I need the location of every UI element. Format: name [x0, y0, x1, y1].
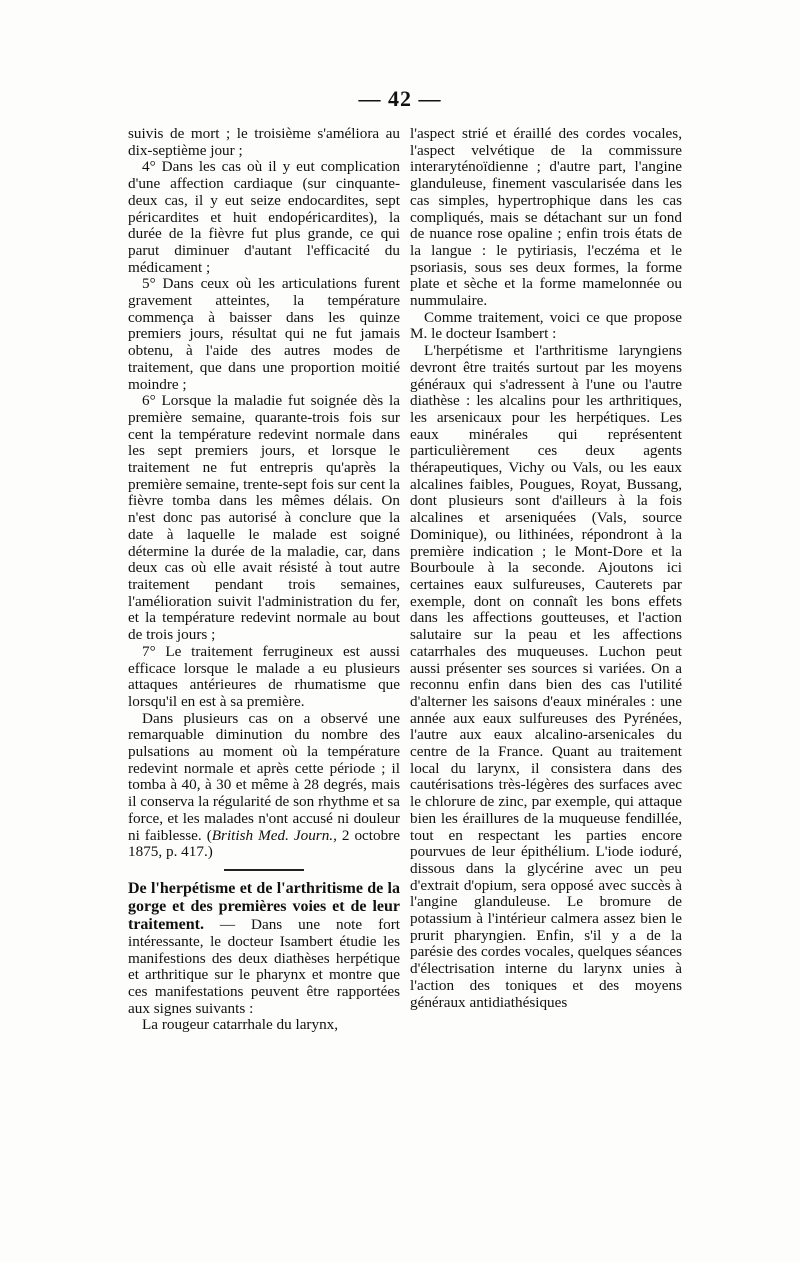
paragraph-rougeur: La rougeur catarrhale du larynx,	[142, 1016, 339, 1034]
pulsations-text: Dans plusieurs cas on a observé une remarquable diminution du nombre des pulsations au moment où la température redevint normale et après cette période ; il tomba à 40, à 30 et même à 28 degrés, mais il conserva la régularité de son rhythme et sa force, et les malades n'ont accusé ni douleur ni faiblesse. (	[128, 709, 400, 844]
paragraph-point-6: 6° Lorsque la maladie fut soignée dès la première semaine, quarante-trois fois sur cent la température redevint normale dans les sept premiers jours, et lorsque le traitement ne fut entrepris qu'après la première semaine, trente-sept fois sur cent la fièvre tomba dans les mêmes délais. On n'est donc pas autorisé à conclure que la date à laquelle le malade est soigné détermine la durée de la maladie, car, dans deux cas où elle avait résisté à tout autre traitement pendant trois semaines, l'amélioration suivit l'administration du fer, et la température redevint normale au bout de trois jours ;	[128, 392, 400, 644]
right-column	[410, 126, 682, 1011]
citation-date: , 2 octobre 1875, p. 417.)	[128, 826, 400, 861]
section-paragraph	[128, 880, 400, 1018]
paragraph-point-5: 5° Dans ceux où les articulations furent gravement atteintes, la température commença à baisser dans les quinze premiers jours, résultat qui ne fut jamais obtenu, à l'aide des autres modes de traitement, que dans une proportion moitié moindre ;	[128, 275, 400, 393]
left-column	[128, 126, 400, 1034]
paragraph-point-7: 7° Le traitement ferrugineux est aussi efficace lorsque le malade a eu plusieurs attaques antérieures de rhumatisme que lorsqu'il en est à sa première.	[128, 642, 400, 710]
paragraph-traitement: L'herpétisme et l'arthritisme laryngiens devront être traités surtout par les moyens généraux qui s'adressent à l'une ou l'autre diathèse : les alcalins pour les arthritiques, les arsenicaux pour les herpétiques. Les eaux minérales qui représentent particulièrement ces deux agents thérapeutiques, Vichy ou Vals, ou les eaux alcalines faibles, Pougues, Royat, Bussang, dont plusieurs sont d'ailleurs à la fois alcalines et arseniquées (Vals, source Dominique), ou lithinées, répondront à la première indication ; le Mont-Dore et la Bourboule à la seconde. Ajoutons ici certaines eaux sulfureuses, Cauterets par exemple, dont on connaît les bons effets dans les affections goutteuses, et l'action salutaire sur la peau et les affections catarrhales des muqueuses. Luchon peut aussi présenter ses sources si variées. On a reconnu enfin dans bien des cas l'utilité d'alterner les saisons d'eaux minérales : une année aux eaux sulfureuses des Pyrénées, l'autre aux eaux alcalino-arsenicales du centre de la France. Quant au traitement local du larynx, il consistera dans des cautérisations très-légères des surfaces avec le chlorure de zinc, par exemple, qui attaque bien les éraillures de la muqueuse fendillée, tout en respectant les parties encore pourvues de leur épithélium. L'iode ioduré, dissous dans la glycérine avec un peu d'extrait d'opium, sera opposé avec succès à l'angine glanduleuse. Le bromure de potassium à l'intérieur calmera assez bien le prurit pharyngien. Enfin, s'il y a de la parésie des cordes vocales, quelques séances d'électrisation interne du larynx unies à l'action des toniques et des moyens généraux antidiathésiques	[410, 342, 682, 1011]
paragraph-signs: l'aspect strié et éraillé des cordes vocales, l'aspect velvétique de la commissure interaryténoïdienne ; d'autre part, l'angine glanduleuse, finement vascularisée dans les cas simples, hypertrophique dans les cas compliqués, mais se détachant sur un fond de nuance rose opaline ; enfin trois états de la langue : le pytiriasis, l'eczéma et le psoriasis, sous ses deux formes, la forme plate et sèche et la forme mamelonnée ou nummulaire.	[410, 125, 682, 310]
paragraph-traitement-intro: Comme traitement, voici ce que propose M. le docteur Isambert :	[410, 308, 682, 343]
section-intro: — Dans une note fort intéressante, le docteur Isambert étudie les manifestions des deux diathèses herpétique et arthritique sur le pharynx et montre que ces manifestations peuvent être rapportées aux signes suivants :	[128, 915, 400, 1017]
paragraph-continuation: suivis de mort ; le troisième s'améliora au dix-septième jour ;	[128, 125, 400, 159]
section-heading: De l'herpétisme et de l'arthritisme de la gorge et des premières voies et de leur traitement.	[128, 879, 400, 933]
paragraph-pulsations	[128, 711, 400, 861]
page-number: — 42 —	[358, 86, 442, 111]
section-divider	[224, 869, 304, 871]
paragraph-point-4: 4° Dans les cas où il y eut complication d'une affection cardiaque (sur cinquante-deux cas, il y eut seize endocardites, sept péricardites et huit endopéricardites), la durée de la fièvre fut plus grande, ce qui parut diminuer d'autant l'efficacité du médicament ;	[128, 158, 400, 276]
journal-citation: British Med. Journ.	[211, 826, 334, 844]
